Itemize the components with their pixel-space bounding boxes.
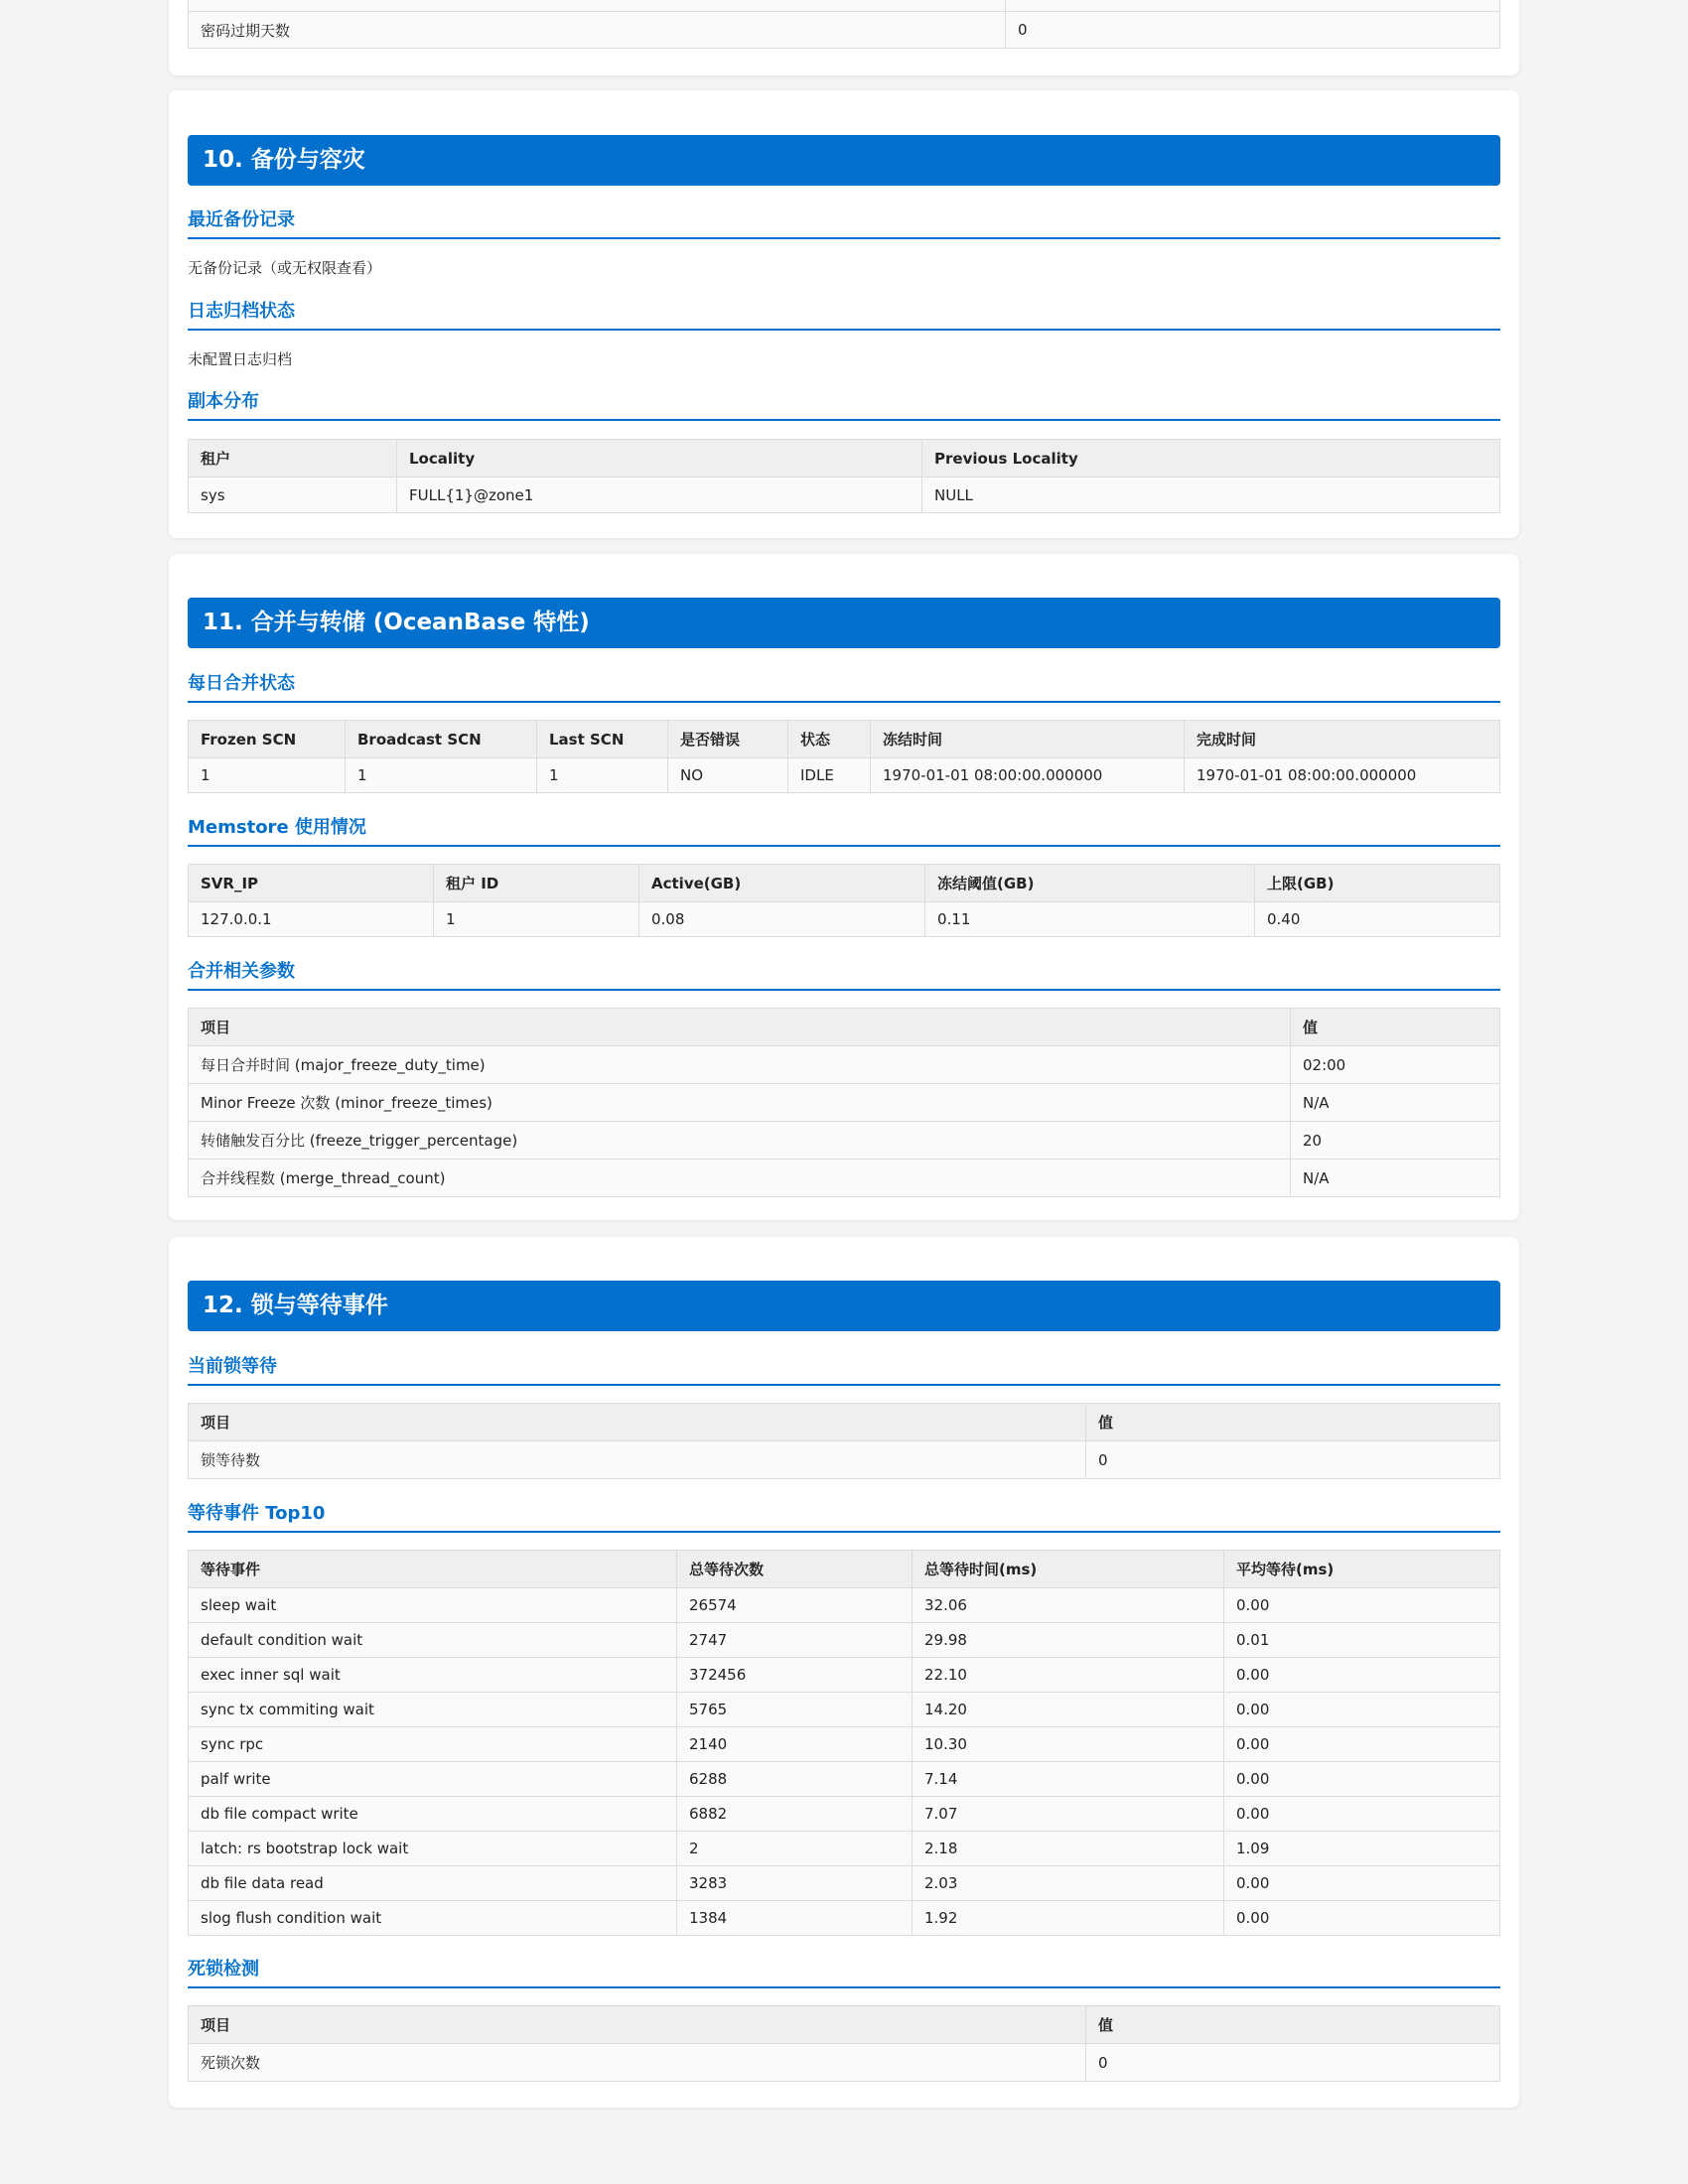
column-header: 值	[1086, 1404, 1500, 1441]
backup-section-card	[169, 90, 1519, 538]
column-header: 上限(GB)	[1255, 865, 1500, 902]
table-cell: 20	[1291, 1122, 1500, 1160]
table-cell: 372456	[677, 1658, 913, 1693]
deadlock-table	[188, 2005, 1500, 2082]
column-header: 总等待时间(ms)	[913, 1551, 1224, 1588]
table-cell: 0.11	[925, 902, 1255, 937]
table-cell: sync tx commiting wait	[189, 1693, 677, 1727]
table-cell: 0.01	[1224, 1623, 1500, 1658]
table-row	[189, 1441, 1500, 1479]
current-locks-table	[188, 1403, 1500, 1479]
table-cell: 6882	[677, 1797, 913, 1832]
table-cell: 7.14	[913, 1762, 1224, 1797]
table-row	[189, 2044, 1500, 2082]
table-header-row	[189, 440, 1500, 478]
lock-wait-section-card	[169, 1237, 1519, 2108]
table-cell: 2	[677, 1832, 913, 1866]
table-row	[189, 1693, 1500, 1727]
table-cell: NULL	[922, 478, 1500, 513]
subsection-title-wait-events: 等待事件 Top10	[188, 1499, 1500, 1533]
column-header: 冻结时间	[871, 721, 1185, 758]
column-header: Last SCN	[537, 721, 668, 758]
table-row	[189, 1084, 1500, 1122]
table-header-row	[189, 2006, 1500, 2044]
column-header: Active(GB)	[639, 865, 925, 902]
section-title-merge: 11. 合并与转储 (OceanBase 特性)	[188, 598, 1500, 648]
table-row	[189, 0, 1500, 12]
table-cell: 10.30	[913, 1727, 1224, 1762]
table-row	[189, 1658, 1500, 1693]
column-header: Broadcast SCN	[346, 721, 537, 758]
table-cell: 1	[537, 758, 668, 793]
table-row	[189, 1866, 1500, 1901]
subsection-title-replica: 副本分布	[188, 387, 1500, 421]
table-cell: 0.00	[1224, 1693, 1500, 1727]
subsection-title-daily-merge: 每日合并状态	[188, 669, 1500, 703]
table-cell: 14.20	[913, 1693, 1224, 1727]
table-row	[189, 758, 1500, 793]
table-cell: 32.06	[913, 1588, 1224, 1623]
table-cell: 0.00	[1224, 1901, 1500, 1936]
column-header: 状态	[788, 721, 871, 758]
merge-params-table	[188, 1008, 1500, 1197]
table-cell: latch: rs bootstrap lock wait	[189, 1832, 677, 1866]
column-header: Frozen SCN	[189, 721, 346, 758]
subsection-title-merge-params: 合并相关参数	[188, 957, 1500, 991]
column-header: 等待事件	[189, 1551, 677, 1588]
table-cell: 1.92	[913, 1901, 1224, 1936]
table-cell: 127.0.0.1	[189, 902, 434, 937]
table-cell: 26574	[677, 1588, 913, 1623]
table-header-row	[189, 1009, 1500, 1046]
table-cell: 1	[346, 758, 537, 793]
subsection-title-backup-records: 最近备份记录	[188, 205, 1500, 239]
table-cell: 2747	[677, 1623, 913, 1658]
table-cell: default condition wait	[189, 1623, 677, 1658]
table-row	[189, 1901, 1500, 1936]
table-row	[189, 478, 1500, 513]
table-cell: IDLE	[788, 758, 871, 793]
column-header: 完成时间	[1185, 721, 1500, 758]
table-cell: 1970-01-01 08:00:00.000000	[1185, 758, 1500, 793]
table-cell: 0.00	[1224, 1588, 1500, 1623]
table-cell: 锁等待数	[189, 1441, 1086, 1479]
table-cell: 0.00	[1224, 1762, 1500, 1797]
column-header: SVR_IP	[189, 865, 434, 902]
column-header: 租户	[189, 440, 397, 478]
table-header-row	[189, 865, 1500, 902]
table-cell: N/A	[1291, 1160, 1500, 1197]
table-cell: Minor Freeze 次数 (minor_freeze_times)	[189, 1084, 1291, 1122]
table-row	[189, 1623, 1500, 1658]
table-cell: 每日合并时间 (major_freeze_duty_time)	[189, 1046, 1291, 1084]
column-header: 冻结阈值(GB)	[925, 865, 1255, 902]
table-cell: 0.00	[1224, 1658, 1500, 1693]
section-title-lock-wait: 12. 锁与等待事件	[188, 1281, 1500, 1331]
log-archive-note: 未配置日志归档	[188, 350, 293, 368]
section-title-backup: 10. 备份与容灾	[188, 135, 1500, 186]
backup-records-note: 无备份记录（或无权限查看）	[188, 259, 382, 277]
table-cell: sync rpc	[189, 1727, 677, 1762]
table-cell: 1.09	[1224, 1832, 1500, 1866]
table-cell: 3283	[677, 1866, 913, 1901]
column-header: Locality	[397, 440, 922, 478]
subsection-title-deadlock: 死锁检测	[188, 1955, 1500, 1988]
table-row	[189, 1832, 1500, 1866]
table-cell: 29.98	[913, 1623, 1224, 1658]
table-row	[189, 1122, 1500, 1160]
table-cell: 0.08	[639, 902, 925, 937]
table-cell: 1	[189, 758, 346, 793]
table-cell: exec inner sql wait	[189, 1658, 677, 1693]
table-cell: 02:00	[1291, 1046, 1500, 1084]
daily-merge-table	[188, 720, 1500, 793]
memstore-table	[188, 864, 1500, 937]
table-cell: 合并线程数 (merge_thread_count)	[189, 1160, 1291, 1197]
column-header: 总等待次数	[677, 1551, 913, 1588]
password-settings-table	[188, 0, 1500, 49]
table-cell: 0.00	[1224, 1797, 1500, 1832]
table-cell: 22.10	[913, 1658, 1224, 1693]
merge-section-card	[169, 554, 1519, 1220]
table-cell: N/A	[1291, 1084, 1500, 1122]
table-row	[189, 902, 1500, 937]
table-row	[189, 1797, 1500, 1832]
table-cell: 1	[434, 902, 639, 937]
table-cell: 1970-01-01 08:00:00.000000	[871, 758, 1185, 793]
security-section-card	[169, 0, 1519, 75]
table-cell: NO	[668, 758, 788, 793]
table-cell: sys	[189, 478, 397, 513]
table-cell: FULL{1}@zone1	[397, 478, 922, 513]
table-header-row	[189, 721, 1500, 758]
column-header: 项目	[189, 1404, 1086, 1441]
column-header: 值	[1291, 1009, 1500, 1046]
column-header: 值	[1086, 2006, 1500, 2044]
table-cell: db file data read	[189, 1866, 677, 1901]
table-cell: 6288	[677, 1762, 913, 1797]
table-cell: sleep wait	[189, 1588, 677, 1623]
table-row	[189, 1727, 1500, 1762]
table-cell: 2.03	[913, 1866, 1224, 1901]
table-cell: 0	[1086, 2044, 1500, 2082]
column-header: 项目	[189, 2006, 1086, 2044]
table-cell: 1384	[677, 1901, 913, 1936]
table-cell: palf write	[189, 1762, 677, 1797]
column-header: 是否错误	[668, 721, 788, 758]
subsection-title-current-locks: 当前锁等待	[188, 1352, 1500, 1386]
wait-events-table	[188, 1550, 1500, 1936]
table-cell: slog flush condition wait	[189, 1901, 677, 1936]
table-cell: 5765	[677, 1693, 913, 1727]
table-cell: 0	[1086, 1441, 1500, 1479]
column-header: 租户 ID	[434, 865, 639, 902]
subsection-title-memstore: Memstore 使用情况	[188, 813, 1500, 847]
table-row	[189, 1588, 1500, 1623]
table-cell: 0	[1006, 12, 1500, 49]
table-row	[189, 1046, 1500, 1084]
table-cell: 0.40	[1255, 902, 1500, 937]
table-cell: 0.00	[1224, 1866, 1500, 1901]
table-cell: 死锁次数	[189, 2044, 1086, 2082]
table-cell	[189, 0, 1006, 12]
column-header: 平均等待(ms)	[1224, 1551, 1500, 1588]
table-cell: 2140	[677, 1727, 913, 1762]
replica-table	[188, 439, 1500, 513]
table-header-row	[189, 1404, 1500, 1441]
table-cell: 0.00	[1224, 1727, 1500, 1762]
table-cell: 密码过期天数	[189, 12, 1006, 49]
table-cell: 转储触发百分比 (freeze_trigger_percentage)	[189, 1122, 1291, 1160]
table-cell	[1006, 0, 1500, 12]
table-row	[189, 12, 1500, 49]
column-header: 项目	[189, 1009, 1291, 1046]
table-header-row	[189, 1551, 1500, 1588]
table-cell: db file compact write	[189, 1797, 677, 1832]
table-row	[189, 1160, 1500, 1197]
column-header: Previous Locality	[922, 440, 1500, 478]
subsection-title-log-archive: 日志归档状态	[188, 297, 1500, 331]
table-row	[189, 1762, 1500, 1797]
table-cell: 2.18	[913, 1832, 1224, 1866]
table-cell: 7.07	[913, 1797, 1224, 1832]
